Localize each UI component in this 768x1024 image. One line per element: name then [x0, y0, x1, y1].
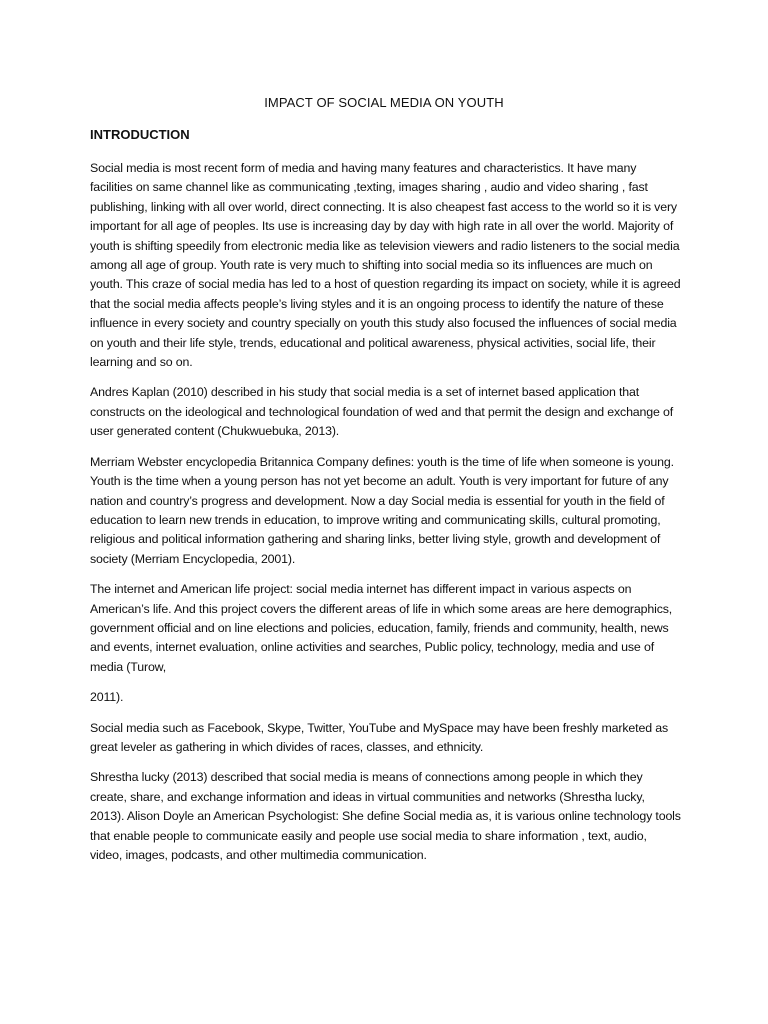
document-title: IMPACT OF SOCIAL MEDIA ON YOUTH: [264, 95, 504, 110]
paragraph-shrestha-doyle: Shrestha lucky (2013) described that social media is means of connections among people in which they create, share, and exchange information and ideas in virtual communities and networks (Shrestha lucky, 2013). Alison Doyle an American Psychologist: She define Social media as, it is various online technology tools that enable people to communicate easily and people use social media to share information , text, audio, video, images, podcasts, and other multimedia communication.: [90, 770, 681, 862]
document-body: [90, 159, 682, 876]
section-heading-introduction: INTRODUCTION: [90, 127, 190, 142]
paragraph-social-media-platforms: Social media such as Facebook, Skype, Twitter, YouTube and MySpace may have been freshly marketed as great leveler as gathering in which divides of races, classes, and ethnicity.: [90, 720, 669, 754]
paragraph-social-media-intro: Social media is most recent form of media and having many features and characteristics. It have many facilities on same channel like as communicating ,texting, images sharing , audio and video sharing , fast publishing, linking with all over world, direct connecting. It is also cheapest fast access to the world so it is very important for all age of peoples. Its use is increasing day by day with high rate in all over the world. Majority of youth is shifting speedily from electronic media like as television viewers and radio listeners to the social media among all age of group. Youth rate is very much to shifting into social media so its influences are much on youth. This craze of social media has led to a host of question regarding its impact on society, while it is agreed that the social media affects people’s living styles and it is an ongoing process to identify the nature of these influence in every society and country specially on youth this study also focused the influences of social media on youth and their life style, trends, educational and political awareness, physical activities, social life, their learning and so on.: [90, 161, 681, 370]
paragraph-merriam-webster: Merriam Webster encyclopedia Britannica Company defines: youth is the time of life when someone is young. Youth is the time when a young person has not yet become an adult. Youth is very important for future of any nation and country’s progress and development. Now a day Social media is essential for youth in the field of education to learn new trends in education, to improve writing and communicating skills, cultural promoting, religious and political information gathering and sharing links, better living style, growth and development of society (Merriam Encyclopedia, 2001).: [90, 454, 674, 566]
paragraph-citation-year: 2011).: [90, 690, 124, 705]
paragraph-internet-american-life: The internet and American life project: social media internet has different impact in various aspects on American’s life. And this project covers the different areas of life in which some areas are here demographics, government official and on line elections and policies, education, family, friends and community, health, news and events, internet evaluation, online activities and searches, Public policy, technology, media and use of media (Turow,: [90, 582, 673, 674]
paragraph-kaplan: Andres Kaplan (2010) described in his study that social media is a set of internet based application that constructs on the ideological and technological foundation of wed and that permit the design and exchange of user generated content (Chukwuebuka, 2013).: [90, 385, 674, 439]
